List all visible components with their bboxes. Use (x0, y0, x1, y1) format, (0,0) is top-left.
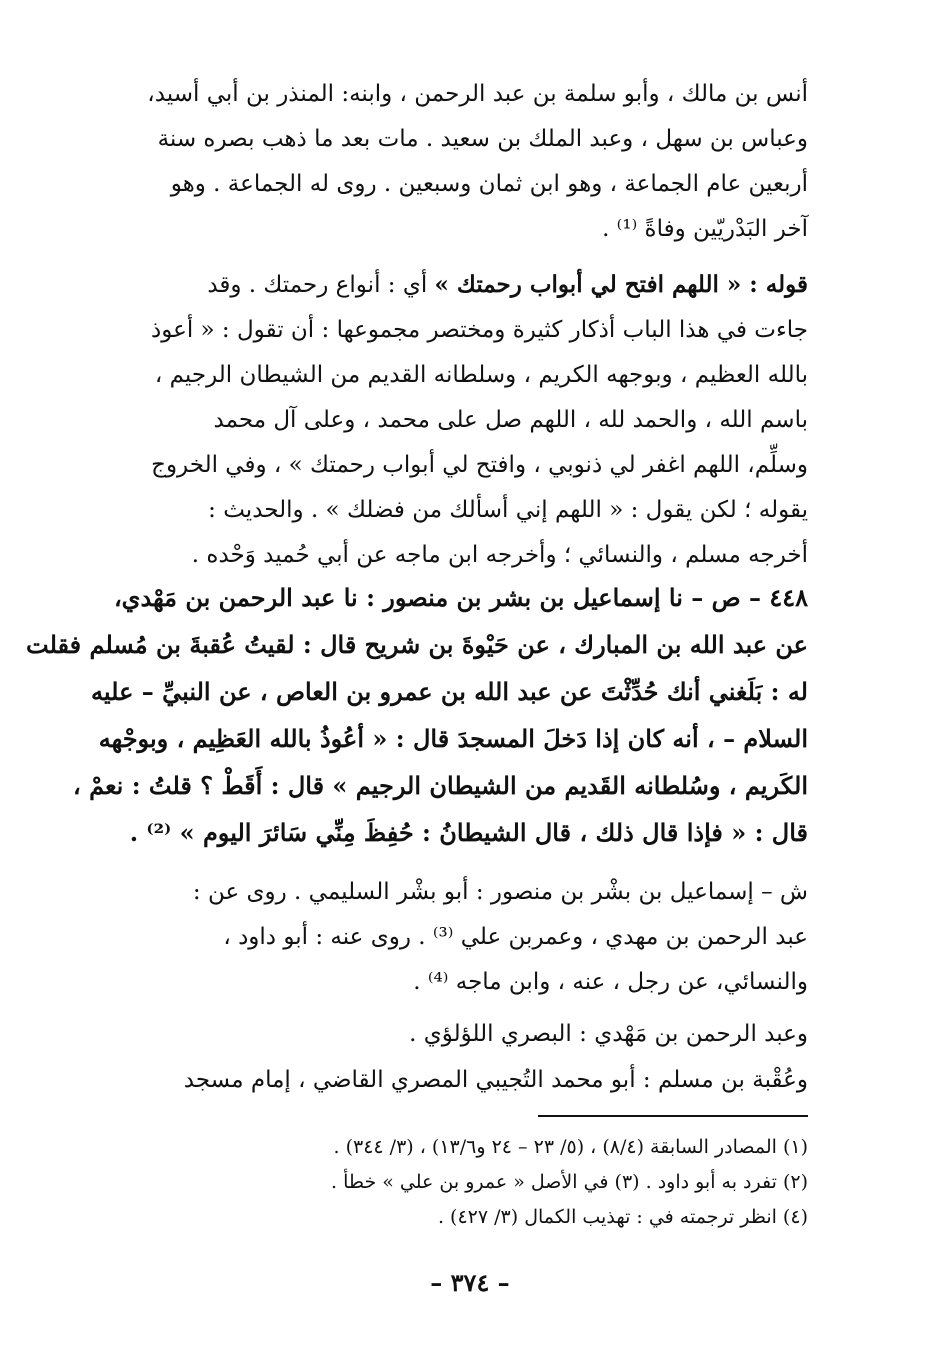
paragraph-narrator-commentary (118, 870, 808, 1005)
text-line: ٤٤٨ – ص – نا إسماعيل بن بشر بن منصور : نا عبد الرحمن بن مَهْدي، (113, 583, 808, 612)
text-line: والنسائي، عن رجل ، عنه ، وابن ماجه ⁽⁴⁾ . (413, 969, 808, 995)
text-line: أخرجه مسلم ، والنسائي ؛ وأخرجه ابن ماجه عن أبي حُميد وَحْده . (191, 542, 808, 568)
text-line (118, 262, 808, 308)
text-line: الكَريم ، وسُلطانه القَديم من الشيطان الرجيم » قال : أَقَطْ ؟ قلتُ : نعمْ ، (73, 771, 808, 800)
footnote: (١) المصادر السابقة (٨/٤) ، (٥/ ٢٣ – ٢٤ و١٣/٦) ، (٣/ ٣٤٤) . (333, 1136, 808, 1158)
quoted-phrase: قوله : « اللهم افتح لي أبواب رحمتك » (434, 271, 808, 298)
footnote: (٤) انظر ترجمته في : تهذيب الكمال (٣/ ٤٢٧) . (437, 1206, 808, 1228)
text-line: وعبد الرحمن بن مَهْدي : البصري اللؤلؤي . (409, 1021, 808, 1047)
text-line: ش – إسماعيل بن بشْر بن منصور : أبو بشْر السليمي . روى عن : (192, 879, 808, 905)
page-number: – ٣٧٤ – (430, 1268, 510, 1297)
text-line: له : بَلَغني أنك حُدِّثْتَ عن عبد الله بن عمرو بن العاص ، عن النبيِّ – عليه (91, 677, 808, 706)
footnote: (٢) تفرد به أبو داود . (٣) في الأصل « عمرو بن علي » خطأ . (331, 1171, 808, 1193)
text-line: آخر البَدْريّين وفاةً ⁽¹⁾ . (602, 216, 808, 242)
text-line: وعباس بن سهل ، وعبد الملك بن سعيد . مات بعد ما ذهب بصره سنة (157, 126, 808, 152)
text-line: وسلِّم، اللهم اغفر لي ذنوبي ، وافتح لي أبواب رحمتك » ، وفي الخروج (151, 452, 808, 478)
text-line: السلام – ، أنه كان إذا دَخلَ المسجدَ قال : « أعُوذُ بالله العَظِيم ، وبوجْهه (98, 724, 808, 753)
hadith-text (26, 574, 808, 856)
paragraph-biography-end (118, 72, 808, 252)
text-line: قال : « فإذا قال ذلك ، قال الشيطانُ : حُفِظَ مِنِّي سَائرَ اليوم » ⁽²⁾ . (129, 818, 808, 847)
text-line: عن عبد الله بن المبارك ، عن حَيْوةَ بن شريح قال : لقيتُ عُقبةَ بن مُسلم فقلت (26, 630, 808, 659)
text-line: بالله العظيم ، وبوجهه الكريم ، وسلطانه القديم من الشيطان الرجيم ، (154, 362, 808, 388)
text-line: أنس بن مالك ، وأبو سلمة بن عبد الرحمن ، وابنه: المنذر بن أبي أسيد، (147, 81, 808, 107)
text-line: يقوله ؛ لكن يقول : « اللهم إني أسألك من فضلك » . والحديث : (208, 497, 808, 523)
text-fragment: أي : أنواع رحمتك . وقد (207, 272, 435, 298)
text-line: باسم الله ، والحمد لله ، اللهم صل على محمد ، وعلى آل محمد (213, 407, 808, 433)
text-line: عبد الرحمن بن مهدي ، وعمربن علي ⁽³⁾ . روى عنه : أبو داود ، (223, 924, 808, 950)
footnotes (118, 1130, 808, 1235)
paragraph-narrator-uqba (118, 1058, 808, 1103)
text-line: جاءت في هذا الباب أذكار كثيرة ومختصر مجموعها : أن تقول : « أعوذ (150, 317, 808, 343)
text-line: وعُقْبة بن مسلم : أبو محمد التُجيبي المصري القاضي ، إمام مسجد (183, 1067, 808, 1093)
paragraph-narrator-abdurrahman (118, 1012, 808, 1057)
paragraph-commentary-dua (118, 262, 808, 578)
footnote-divider (538, 1115, 808, 1117)
text-line: أربعين عام الجماعة ، وهو ابن ثمان وسبعين . روى له الجماعة . وهو (170, 171, 808, 197)
